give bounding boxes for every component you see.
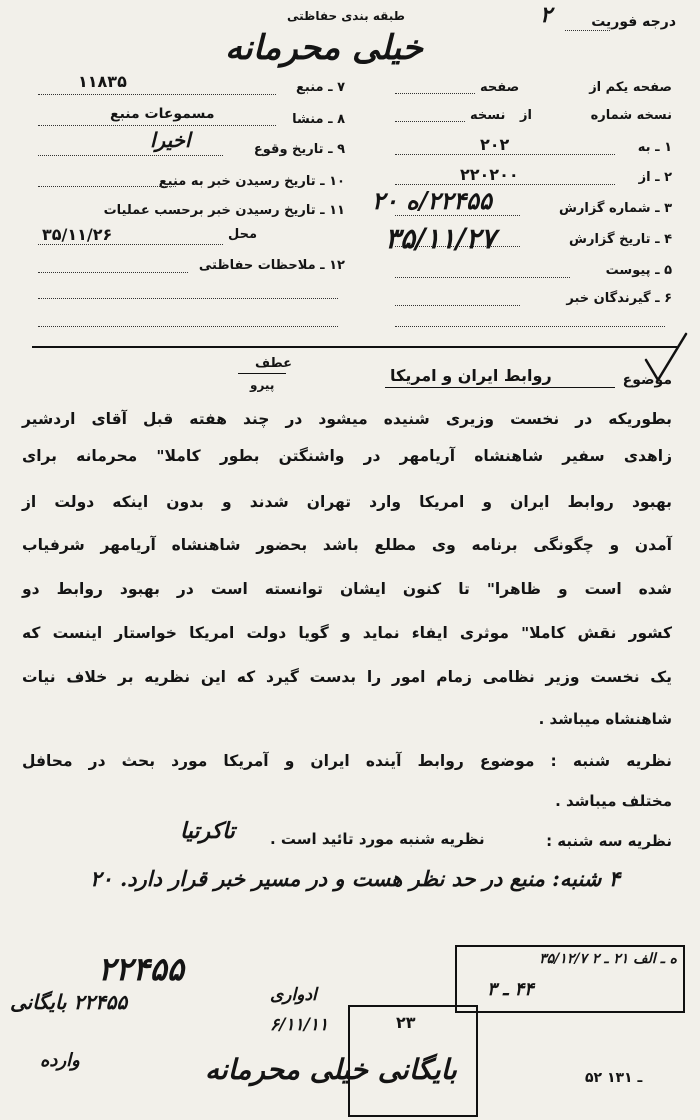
handwritten-date: ۶/۱۱/۱۱ xyxy=(270,1015,329,1035)
stamp-line-1: ه ـ الف ۲۱ ـ ۲ ۳۵/۱۲/۷ xyxy=(539,951,677,967)
archive-stamp: بایگانی خیلی محرمانه xyxy=(205,1053,457,1086)
field-9-label: ۹ ـ تاریخ وقوع xyxy=(253,142,345,157)
page-label: صفحه یکم از xyxy=(589,80,672,95)
opinion-tuesday-handwriting: تاکرتیا xyxy=(180,818,235,844)
page-dots xyxy=(395,93,475,94)
urgency-dots xyxy=(565,30,610,31)
body-line: شاهنشاه میباشد . xyxy=(538,710,672,728)
handwritten-number-2: ۲۲۴۵۵ بایگانی xyxy=(10,990,128,1014)
archive-box-number: ۲۳ xyxy=(396,1013,416,1032)
body-line: بهبود روابط ایران و امریکا وارد تهران شدند و بدون اینکه دولت از xyxy=(22,493,672,511)
field-12-dots xyxy=(38,272,188,273)
field-11-mahal-label: محل xyxy=(228,227,258,242)
field-7-value: ۱۱۸۳۵ xyxy=(78,72,127,91)
body-line: شده است و ظاهرا" تا کنون ایشان توانسته است در بهبود روابط دو xyxy=(22,580,672,598)
body-line: کشور نقش کاملا" موثری ایفاء نماید و گویا دولت امریکا خواستار اینست که xyxy=(22,624,672,642)
field-8-label: ۸ ـ منشا xyxy=(292,112,345,127)
body-line: یک نخست وزیر نظامی زمام امور را بدست گیرد که این نظریه بر خلاف نیات xyxy=(22,668,672,686)
subject-value: روابط ایران و امریکا xyxy=(390,366,552,385)
r5-label: ۵ ـ پیوست xyxy=(605,263,672,278)
subject-label: موضوع xyxy=(622,372,672,388)
r3-dots xyxy=(395,215,520,216)
field-12-dots-3 xyxy=(38,326,338,327)
opinion-saturday-line-1: نظریه شنبه : موضوع روابط آینده ایران و آمریکا مورد بحث در محافل xyxy=(22,752,672,770)
copy-label-3: نسخه xyxy=(470,108,506,123)
r4-value: ۳۵/۱۱/۲۷ xyxy=(385,222,496,255)
form-code: ۵۲ ـ ۱۳۱ xyxy=(585,1070,643,1086)
urgency-value: ۲ xyxy=(540,2,552,28)
peyro-label: پیرو xyxy=(250,378,275,392)
body-line: آمدن و چگونگی برنامه وی مطلع باشد بحضور شاهنشاه آریامهر شرفیاب xyxy=(22,536,672,554)
field-10-dots xyxy=(38,186,176,187)
r2-dots xyxy=(395,184,615,185)
field-7-label: ۷ ـ منبع xyxy=(296,80,345,95)
copy-dots xyxy=(395,121,465,122)
handwritten-note-varede: وارده xyxy=(40,1050,80,1071)
r3-value: ۲۲۴۵۵/ه ۲۰ xyxy=(372,186,492,215)
section-divider xyxy=(32,346,677,348)
field-11-dots xyxy=(38,244,223,245)
body-line: بطوریکه در نخست وزیری شنیده میشود در چند هفته قبل آقای اردشیر xyxy=(22,410,672,428)
handwritten-number-1: ۲۲۴۵۵ xyxy=(98,950,184,988)
r2-value: ۲۲۰۲۰۰ xyxy=(460,165,519,184)
classification-value: خیلی محرمانه xyxy=(225,28,423,68)
opinion-saturday-line-2: مختلف میباشد . xyxy=(555,792,672,810)
urgency-label: درجه فوریت xyxy=(591,14,676,30)
handwritten-note-adavari: ادواری xyxy=(270,985,317,1005)
field-9-dots xyxy=(38,155,223,156)
opinion-tuesday-text: نظریه شنبه مورد تائید است . xyxy=(270,830,485,848)
field-12-dots-2 xyxy=(38,298,338,299)
field-9-value: اخیرا xyxy=(150,128,191,152)
r4-label: ۴ ـ تاریخ گزارش xyxy=(569,232,672,247)
copy-label: نسخه شماره xyxy=(590,108,672,123)
copy-label-2: از xyxy=(520,108,532,123)
atf-peyro-divider xyxy=(238,373,286,374)
field-12-label: ۱۲ ـ ملاحظات حفاظتی xyxy=(198,258,345,273)
r6-label: ۶ ـ گیرندگان خبر xyxy=(566,291,672,306)
opinion-tuesday-label: نظریه سه شنبه : xyxy=(546,832,672,850)
subject-underline xyxy=(385,387,615,388)
field-8-dots xyxy=(38,125,276,126)
stamp-line-2: ۴۴ ـ ۳ xyxy=(487,979,534,1000)
atf-label: عطف xyxy=(255,356,293,371)
r3-label: ۳ ـ شماره گزارش xyxy=(558,201,672,216)
field-7-dots xyxy=(38,94,276,95)
field-11-label: ۱۱ ـ تاریخ رسیدن خبر برحسب عملیات xyxy=(103,203,345,218)
body-line: زاهدی سفیر شاهنشاه آریامهر در واشنگتن بطور کاملا" محرمانه برای xyxy=(22,447,672,465)
page-label-2: صفحه xyxy=(480,80,520,95)
opinion-wednesday-handwriting: ۴ شنبه: منبع در حد نظر هست و در مسیر خبر قرار دارد. ۲۰ xyxy=(90,866,620,891)
field-8-value: مسموعات منبع xyxy=(110,106,215,122)
classification-label: طبقه بندی حفاظتی xyxy=(287,9,405,23)
r6-dots xyxy=(395,305,520,306)
r5-dots xyxy=(395,277,570,278)
r6-dots-2 xyxy=(395,326,665,327)
r1-dots xyxy=(395,154,615,155)
field-11-value: ۳۵/۱۱/۲۶ xyxy=(42,225,113,244)
field-10-label: ۱۰ ـ تاریخ رسیدن خبر به منبع xyxy=(158,174,345,189)
r1-value: ۲۰۲ xyxy=(480,135,510,154)
r2-label: ۲ ـ از xyxy=(638,170,672,185)
received-stamp xyxy=(455,945,685,1013)
r1-label: ۱ ـ به xyxy=(637,140,672,155)
